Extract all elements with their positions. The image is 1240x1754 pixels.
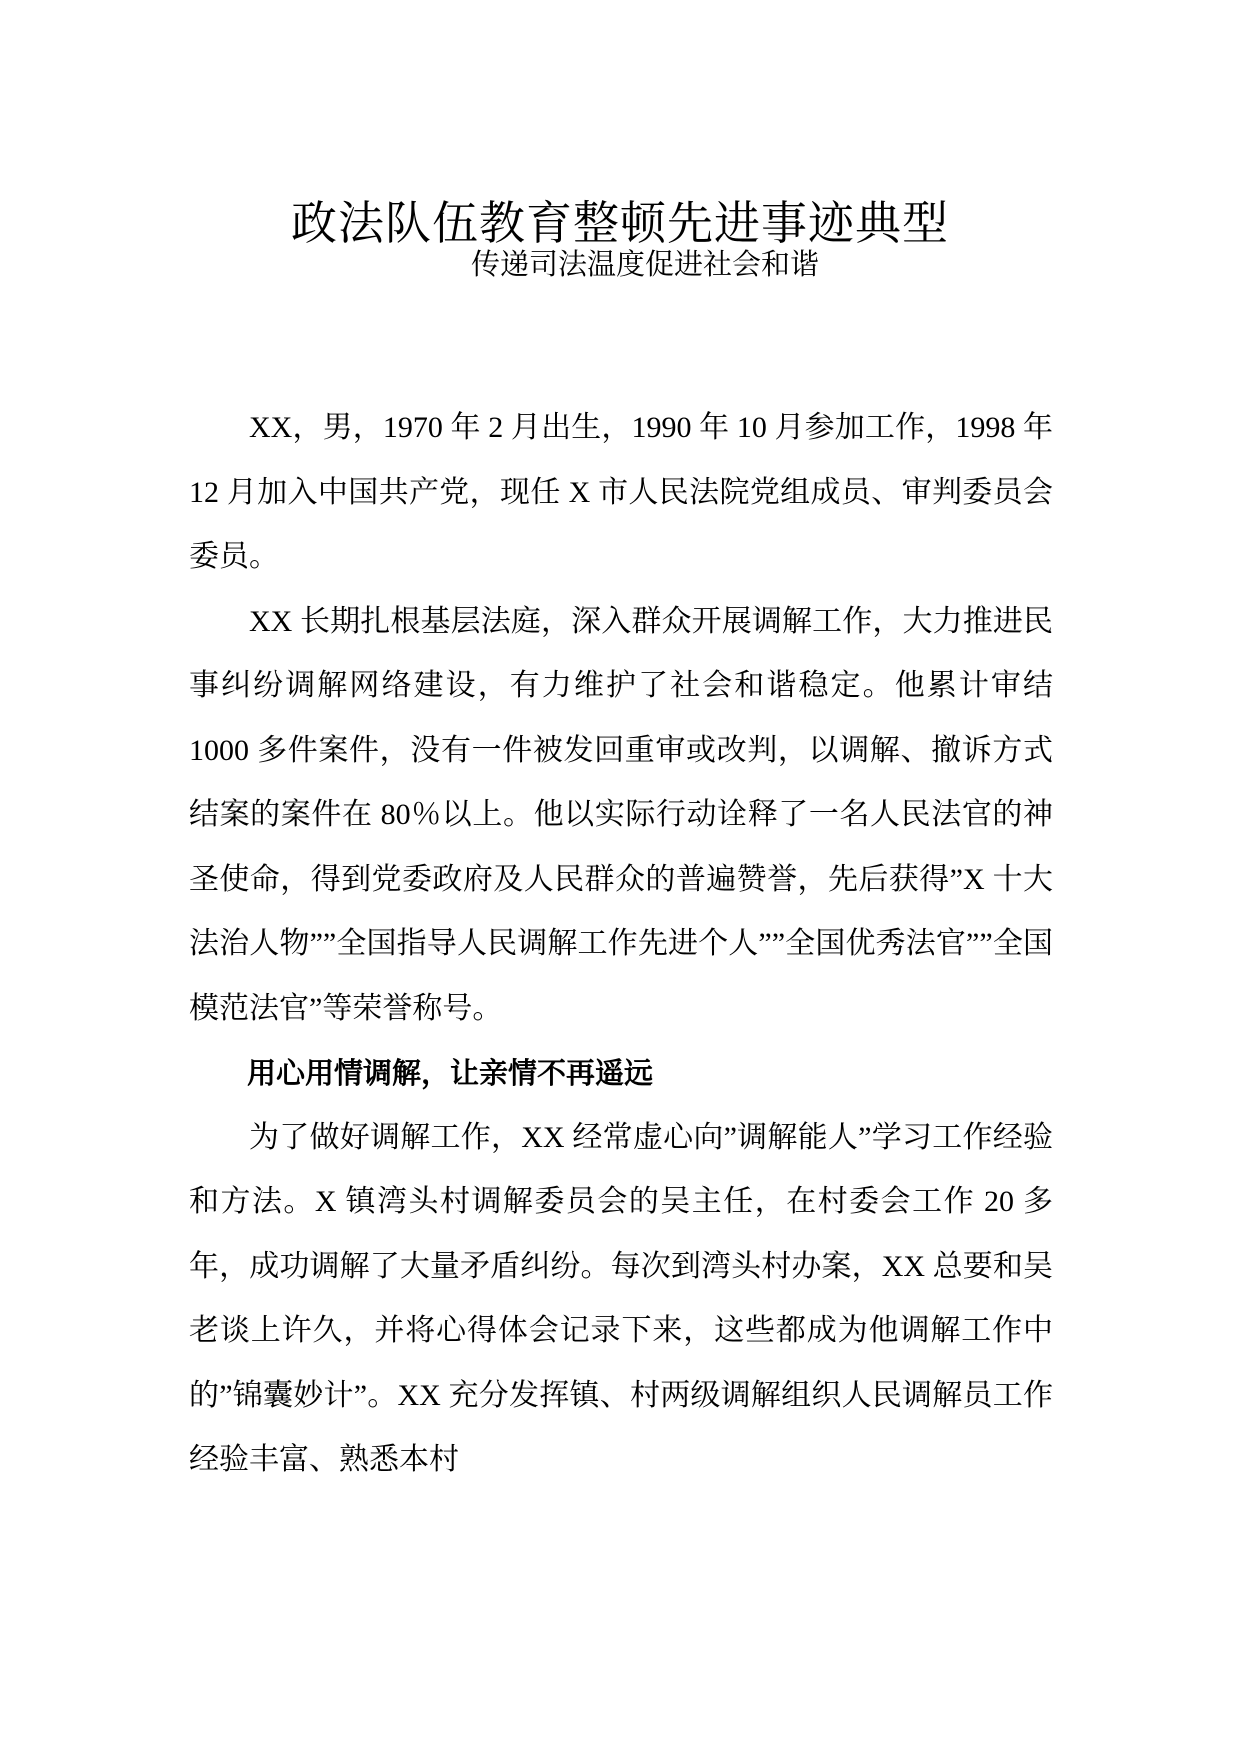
paragraph-mediation: 为了做好调解工作，XX 经常虚心向”调解能人”学习工作经验和方法。X 镇湾头村调解委员会的吴主任，在村委会工作 20 多年，成功调解了大量矛盾纠纷。每次到湾头村办案，XX 总要和吴老谈上许久，并将心得体会记录下来，这些都成为他调解工作中的”锦囊妙计”。XX 充分发挥镇、村两级调解组织人民调解员工作经验丰富、熟悉本村	[189, 1120, 1053, 1476]
paragraph-biography: XX，男，1970 年 2 月出生，1990 年 10 月参加工作，1998 年 12 月加入中国共产党，现任 X 市人民法院党组成员、审判委员会委员。	[189, 411, 1053, 573]
document-body	[189, 396, 1053, 1493]
document-subtitle: 传递司法温度促进社会和谐	[470, 247, 819, 281]
paragraph-achievements: XX 长期扎根基层法庭，深入群众开展调解工作，大力推进民事纠纷调解网络建设，有力维护了社会和谐稳定。他累计审结 1000 多件案件，没有一件被发回重审或改判，以调解、撤诉方式结案的案件在 80％以上。他以实际行动诠释了一名人民法官的神圣使命，得到党委政府及人民群众的普遍赞誉，先后获得”X 十大法治人物””全国指导人民调解工作先进个人””全国优秀法官””全国模范法官”等荣誉称号。	[189, 604, 1053, 1025]
document-title: 政法队伍教育整顿先进事迹典型	[291, 196, 949, 250]
section-heading: 用心用情调解，让亲情不再遥远	[247, 1056, 654, 1090]
